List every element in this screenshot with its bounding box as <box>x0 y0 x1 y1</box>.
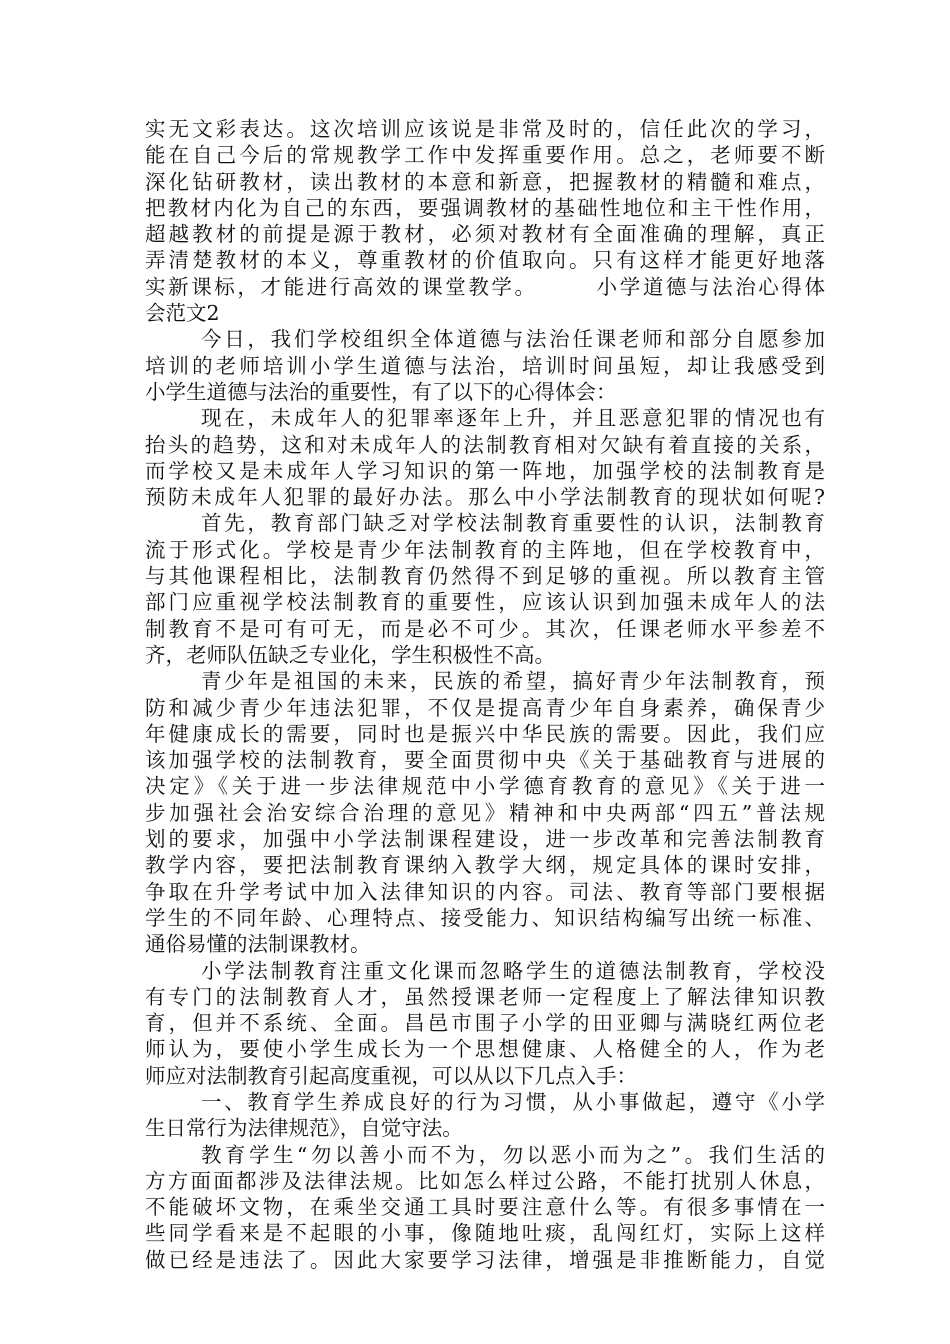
text-line: 首先，教育部门缺乏对学校法制教育重要性的认识，法制教育 <box>201 511 825 536</box>
text-line: 弄清楚教材的本义，尊重教材的价值取向。只有这样才能更好地落 <box>145 248 825 273</box>
text-line: 能在自己今后的常规教学工作中发挥重要作用。总之，老师要不断 <box>145 143 825 168</box>
text-line: 师认为，要使小学生成长为一个思想健康、人格健全的人，作为老 <box>145 1037 825 1062</box>
text-line: 实新课标，才能进行高效的课堂教学。 小学道德与法治心得体 <box>145 274 825 299</box>
text-line: 师应对法制教育引起高度重视，可以从以下几点入手： <box>145 1063 637 1088</box>
text-line: 不能破坏文物，在乘坐交通工具时要注意什么等。有很多事情在一 <box>145 1195 825 1220</box>
text-line: 今日，我们学校组织全体道德与法治任课老师和部分自愿参加 <box>201 327 825 352</box>
text-line: 部门应重视学校法制教育的重要性，应该认识到加强未成年人的法 <box>145 590 825 615</box>
text-line: 该加强学校的法制教育，要全面贯彻中央《关于基础教育与进展的 <box>145 748 825 773</box>
text-line: 争取在升学考试中加入法律知识的内容。司法、教育等部门要根据 <box>145 879 825 904</box>
text-line: 划的要求，加强中小学法制课程建设，进一步改革和完善法制教育 <box>145 827 825 852</box>
text-line: 而学校又是未成年人学习知识的第一阵地，加强学校的法制教育是 <box>145 458 825 483</box>
text-line: 培训的老师培训小学生道德与法治，培训时间虽短，却让我感受到 <box>145 353 825 378</box>
text-line: 小学生道德与法治的重要性，有了以下的心得体会： <box>145 379 617 404</box>
text-line: 预防未成年人犯罪的最好办法。那么中小学法制教育的现状如何呢? <box>145 485 825 510</box>
text-line: 防和减少青少年违法犯罪，不仅是提高青少年自身素养，确保青少 <box>145 695 825 720</box>
document-body <box>145 116 825 1273</box>
text-line: 教学内容，要把法制教育课纳入教学大纲，规定具体的课时安排， <box>145 853 825 878</box>
text-line: 深化钻研教材，读出教材的本意和新意，把握教材的精髓和难点， <box>145 169 825 194</box>
text-line: 决定》《关于进一步法律规范中小学德育教育的意见》《关于进一 <box>145 774 825 799</box>
text-line: 制教育不是可有可无，而是必不可少。其次，任课老师水平参差不 <box>145 616 825 641</box>
text-line: 实无文彩表达。这次培训应该说是非常及时的，信任此次的学习， <box>145 117 825 141</box>
text-line: 年健康成长的需要，同时也是振兴中华民族的需要。因此，我们应 <box>145 721 825 746</box>
text-line: 与其他课程相比，法制教育仍然得不到足够的重视。所以教育主管 <box>145 564 825 589</box>
text-line: 把教材内化为自己的东西，要强调教材的基础性地位和主干性作用， <box>145 195 825 220</box>
text-line: 步加强社会治安综合治理的意见》精神和中央两部“四五”普法规 <box>145 800 825 825</box>
text-line: 流于形式化。学校是青少年法制教育的主阵地，但在学校教育中， <box>145 537 825 562</box>
text-line: 一、教育学生养成良好的行为习惯，从小事做起，遵守《小学 <box>201 1089 825 1114</box>
text-line: 生日常行为法律规范》，自觉守法。 <box>145 1116 463 1141</box>
text-line: 学生的不同年龄、心理特点、接受能力、知识结构编写出统一标准、 <box>145 905 825 930</box>
text-line: 方方面面都涉及法律法规。比如怎么样过公路，不能打扰别人休息， <box>145 1168 825 1193</box>
text-line: 青少年是祖国的未来，民族的希望，搞好青少年法制教育，预 <box>201 669 825 694</box>
text-line: 通俗易懂的法制课教材。 <box>145 932 371 957</box>
text-line: 做已经是违法了。因此大家要学习法律，增强是非推断能力，自觉 <box>145 1247 825 1272</box>
text-line: 超越教材的前提是源于教材，必须对教材有全面准确的理解，真正 <box>145 222 825 247</box>
text-line: 小学法制教育注重文化课而忽略学生的道德法制教育，学校没 <box>201 958 825 983</box>
text-line: 教育学生“勿以善小而不为，勿以恶小而为之”。我们生活的 <box>201 1142 825 1167</box>
text-line: 现在，未成年人的犯罪率逐年上升，并且恶意犯罪的情况也有 <box>201 406 825 431</box>
text-line: 齐，老师队伍缺乏专业化，学生积极性不高。 <box>145 642 555 667</box>
text-line: 有专门的法制教育人才，虽然授课老师一定程度上了解法律知识教 <box>145 984 825 1009</box>
text-line: 些同学看来是不起眼的小事，像随地吐痰，乱闯红灯，实际上这样 <box>145 1221 825 1246</box>
text-line: 会范文2 <box>145 301 220 326</box>
text-line: 育，但并不系统、全面。昌邑市围子小学的田亚卿与满晓红两位老 <box>145 1011 825 1036</box>
text-line: 抬头的趋势，这和对未成年人的法制教育相对欠缺有着直接的关系， <box>145 432 825 457</box>
